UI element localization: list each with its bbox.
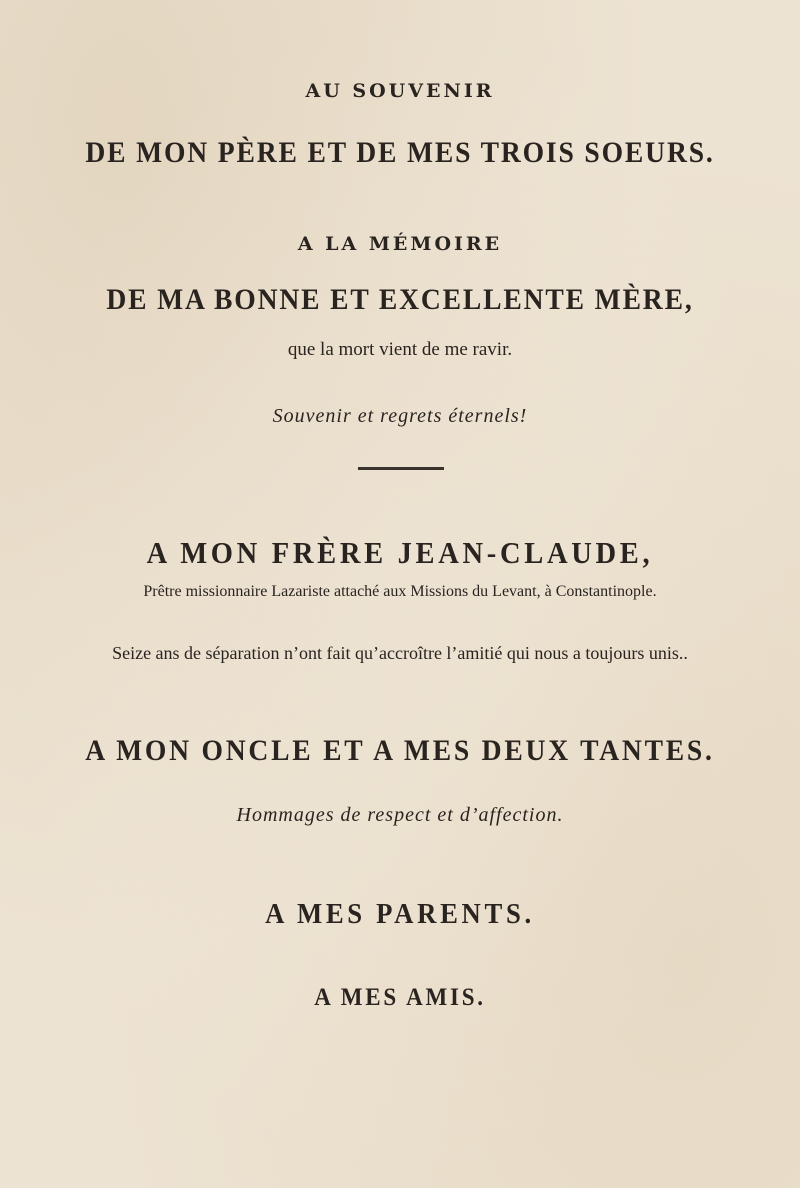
dedication-mother: DE MA BONNE ET EXCELLENTE MÈRE, [106, 283, 694, 316]
separator-rule [358, 467, 444, 470]
dedication-father-sisters: DE MON PÈRE ET DE MES TROIS SOEURS. [85, 136, 715, 169]
uncle-aunts-homage: Hommages de respect et d’affection. [236, 804, 564, 826]
dedication-heading-souvenir: AU SOUVENIR [305, 80, 495, 102]
brother-note: Seize ans de séparation n’ont fait qu’accroître l’amitié qui nous a toujours unis.. [112, 643, 688, 663]
dedication-parents: A MES PARENTS. [265, 898, 535, 930]
brother-description: Prêtre missionnaire Lazariste attaché aux Missions du Levant, à Constantinople. [143, 583, 657, 600]
dedication-brother: A MON FRÈRE JEAN-CLAUDE, [146, 535, 654, 570]
dedication-heading-memoire: A LA MÉMOIRE [297, 233, 503, 255]
mother-subline: que la mort vient de me ravir. [287, 339, 513, 360]
dedication-friends: A MES AMIS. [314, 984, 486, 1011]
souvenir-regrets: Souvenir et regrets éternels! [272, 405, 528, 427]
dedication-uncle-aunts: A MON ONCLE ET A MES DEUX TANTES. [85, 734, 715, 767]
